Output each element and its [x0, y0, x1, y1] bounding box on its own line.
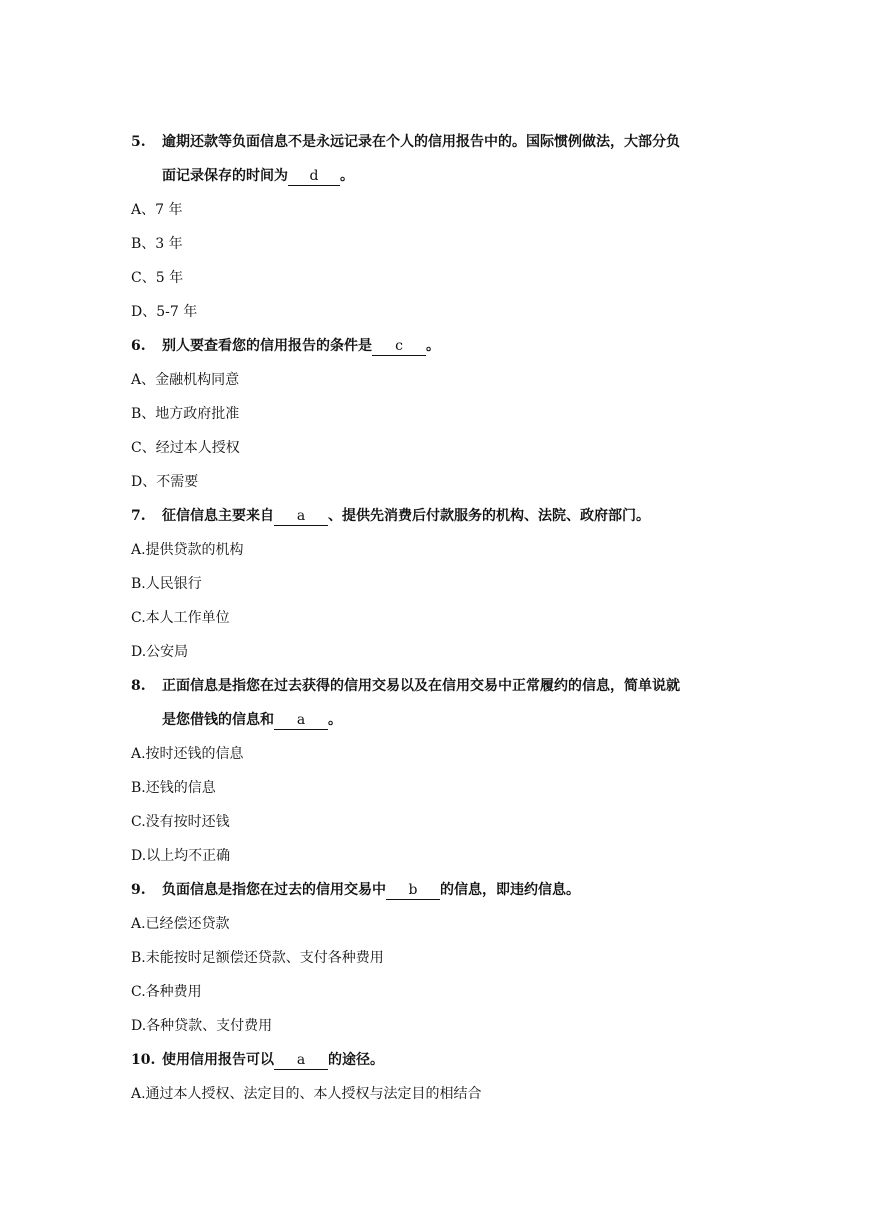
- option: D、5-7 年: [131, 304, 198, 320]
- question-text: 负面信息是指您在过去的信用交易中: [162, 882, 386, 898]
- question-list: [131, 125, 751, 1111]
- answer-blank: d: [288, 168, 340, 186]
- question-number: 10.: [131, 1052, 156, 1068]
- answer-blank: a: [274, 508, 328, 526]
- answer-blank: a: [274, 1052, 328, 1070]
- question-number: 9.: [131, 882, 146, 898]
- question-text: 。: [340, 168, 354, 184]
- question-text: 。: [328, 712, 342, 728]
- answer-blank: a: [274, 712, 328, 730]
- answer-blank: c: [372, 338, 426, 356]
- option: B、3 年: [131, 236, 183, 252]
- question-number: 6.: [131, 338, 146, 354]
- option: A.已经偿还贷款: [131, 916, 230, 932]
- question-number: 5.: [131, 134, 146, 150]
- question-8-line-1: [131, 669, 751, 703]
- option: D.以上均不正确: [131, 848, 231, 864]
- option: B.人民银行: [131, 576, 202, 592]
- option: C.没有按时还钱: [131, 814, 230, 830]
- question-6-line: [131, 329, 751, 363]
- option: A、7 年: [131, 202, 183, 218]
- question-9-line: [131, 873, 751, 907]
- option: A、金融机构同意: [131, 372, 240, 388]
- question-text: 。: [426, 338, 440, 354]
- question-8-line-2: [131, 703, 751, 737]
- question-text: 征信信息主要来自: [162, 508, 274, 524]
- question-8: [131, 669, 751, 873]
- option: C、5 年: [131, 270, 184, 286]
- option: B.未能按时足额偿还贷款、支付各种费用: [131, 950, 384, 966]
- question-text: 面记录保存的时间为: [162, 168, 288, 184]
- question-text: 使用信用报告可以: [162, 1052, 274, 1068]
- option: B.还钱的信息: [131, 780, 216, 796]
- option: A.按时还钱的信息: [131, 746, 244, 762]
- option: A.提供贷款的机构: [131, 542, 244, 558]
- option: D.公安局: [131, 644, 189, 660]
- question-number: 8.: [131, 678, 146, 694]
- question-5: [131, 125, 751, 329]
- answer-blank: b: [386, 882, 440, 900]
- question-7-line: [131, 499, 751, 533]
- question-text: 、提供先消费后付款服务的机构、法院、政府部门。: [328, 508, 650, 524]
- option: C、经过本人授权: [131, 440, 240, 456]
- question-7: [131, 499, 751, 669]
- option: C.本人工作单位: [131, 610, 230, 626]
- question-10-line: [131, 1043, 751, 1077]
- option: A.通过本人授权、法定目的、本人授权与法定目的相结合: [131, 1086, 482, 1102]
- question-10: [131, 1043, 751, 1111]
- question-6: [131, 329, 751, 499]
- option: D.各种贷款、支付费用: [131, 1018, 273, 1034]
- question-5-line-2: [131, 159, 751, 193]
- option: B、地方政府批准: [131, 406, 240, 422]
- question-text: 逾期还款等负面信息不是永远记录在个人的信用报告中的。国际惯例做法，大部分负: [162, 134, 680, 150]
- question-text: 的信息，即违约信息。: [440, 882, 580, 898]
- question-text: 是您借钱的信息和: [162, 712, 274, 728]
- question-number: 7.: [131, 508, 146, 524]
- question-9: [131, 873, 751, 1043]
- question-text: 正面信息是指您在过去获得的信用交易以及在信用交易中正常履约的信息，简单说就: [162, 678, 680, 694]
- option: C.各种费用: [131, 984, 202, 1000]
- option: D、不需要: [131, 474, 199, 490]
- question-text: 的途径。: [328, 1052, 384, 1068]
- question-text: 别人要查看您的信用报告的条件是: [162, 338, 372, 354]
- question-5-line-1: [131, 125, 751, 159]
